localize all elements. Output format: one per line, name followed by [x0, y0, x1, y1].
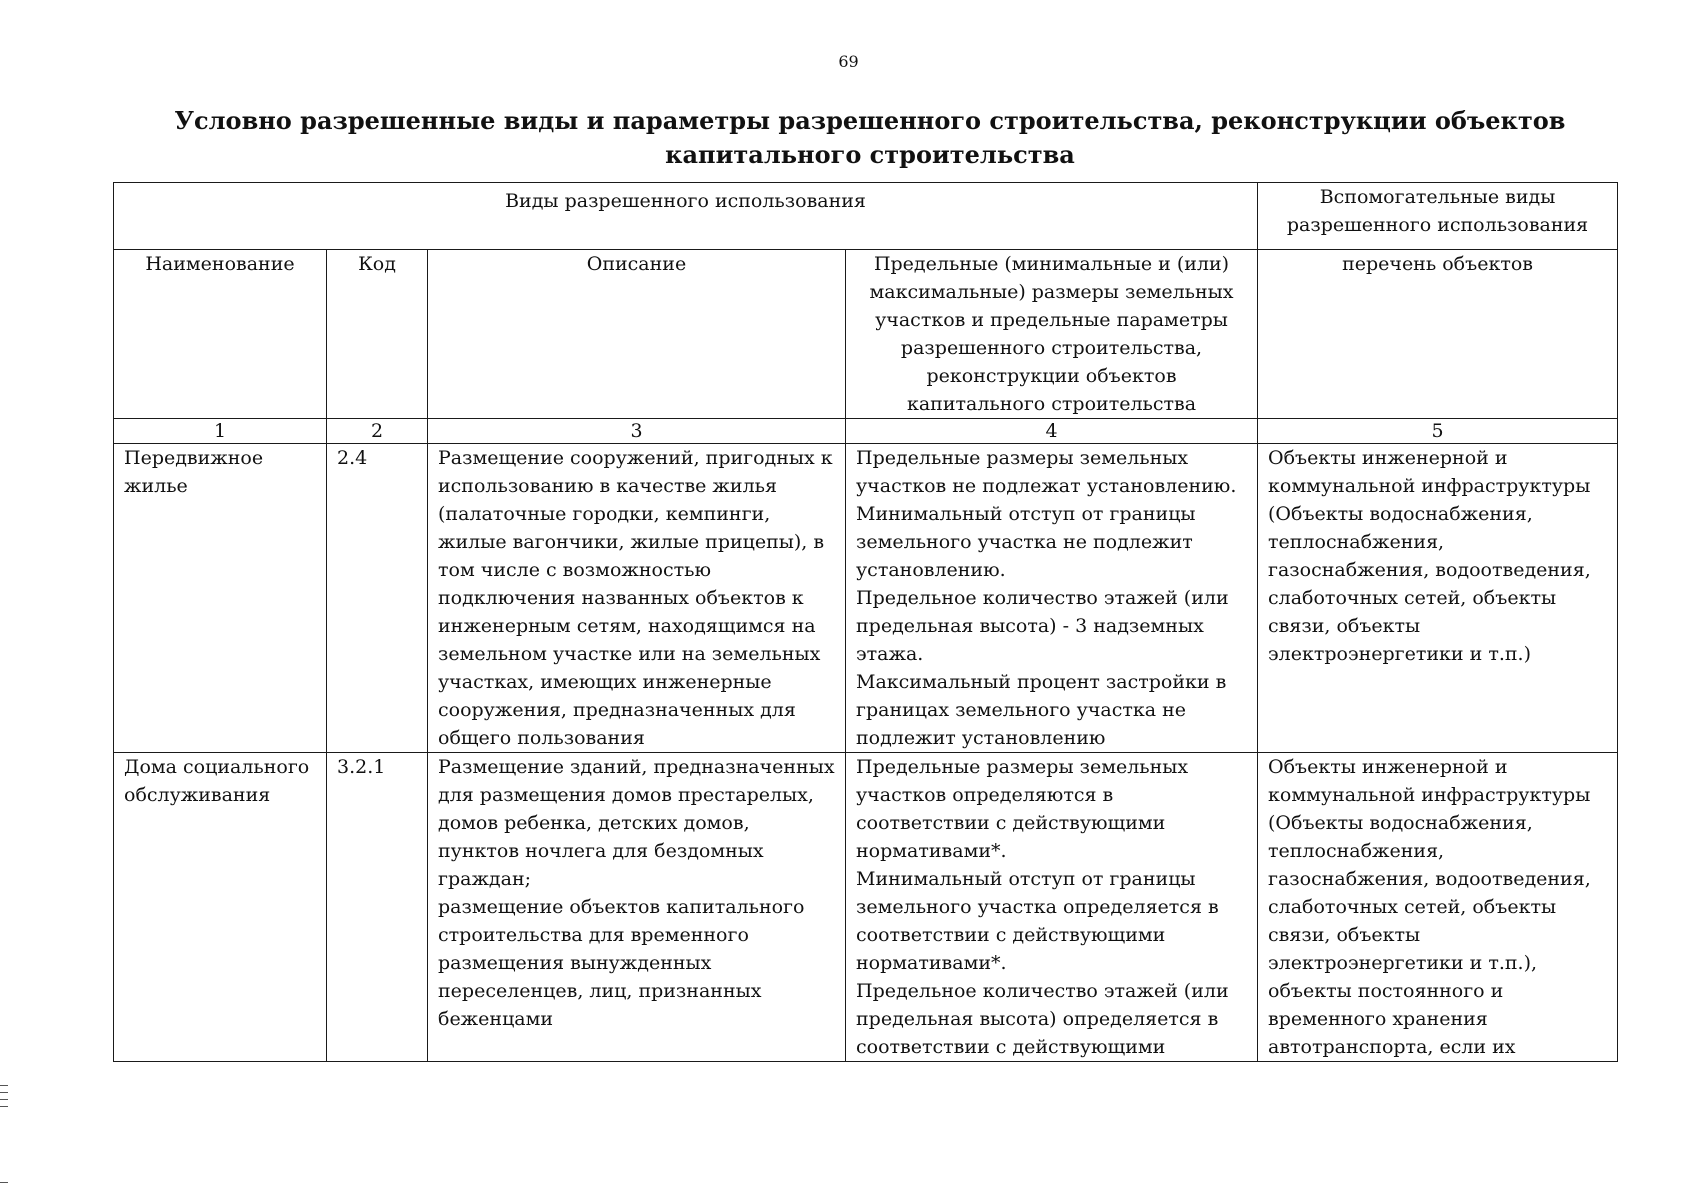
row-code: 2.4: [327, 444, 428, 753]
row-name: Передвижное жилье: [114, 444, 327, 753]
row-description: Размещение зданий, предназначенных для размещения домов престарелых, домов ребенка, детских домов, пунктов ночлега для бездомных граждан; размещение объектов капитального строительства для временного размещения вынужденных переселенцев, лиц, признанных беженцами: [428, 753, 846, 1062]
table-row: [114, 444, 1618, 753]
column-header-objects-list: перечень объектов: [1258, 250, 1618, 419]
group-header-permitted-uses: Виды разрешенного использования: [114, 183, 1258, 250]
row-name: Дома социального обслуживания: [114, 753, 327, 1062]
row-auxiliary-objects: Объекты инженерной и коммунальной инфраструктуры (Объекты водоснабжения, теплоснабжения, газоснабжения, водоотведения, слаботочных сетей, объекты связи, объекты электроэнергетики и т.п.), объекты постоянного и временного хранения автотранспорта, если их: [1258, 753, 1618, 1062]
column-header-name: Наименование: [114, 250, 327, 419]
row-limits: Предельные размеры земельных участков определяются в соответствии с действующими нормативами*. Минимальный отступ от границы земельного участка определяется в соответствии с действующими нормативами*. Предельное количество этажей (или предельная высота) определяется в соответствии с действующими: [846, 753, 1258, 1062]
row-limits: Предельные размеры земельных участков не подлежат установлению. Минимальный отступ от границы земельного участка не подлежит установлению. Предельное количество этажей (или предельная высота) - 3 надземных этажа. Максимальный процент застройки в границах земельного участка не подлежит установлению: [846, 444, 1258, 753]
column-header-limits: Предельные (минимальные и (или) максимальные) размеры земельных участков и предельные параметры разрешенного строительства, реконструкции объектов капитального строительства: [846, 250, 1258, 419]
page-title: Условно разрешенные виды и параметры разрешенного строительства, реконструкции объектов капитального строительства: [174, 106, 1566, 169]
row-description: Размещение сооружений, пригодных к использованию в качестве жилья (палаточные городки, кемпинги, жилые вагончики, жилые прицепы), в том числе с возможностью подключения названных объектов к инженерным сетям, находящимся на земельном участке или на земельных участках, имеющих инженерные сооружения, предназначенных для общего пользования: [428, 444, 846, 753]
column-number: 3: [428, 419, 846, 444]
table-row: [114, 753, 1618, 1062]
row-code: 3.2.1: [327, 753, 428, 1062]
column-number: 5: [1258, 419, 1618, 444]
table-group-header-row: [114, 183, 1618, 250]
row-auxiliary-objects: Объекты инженерной и коммунальной инфраструктуры (Объекты водоснабжения, теплоснабжения, газоснабжения, водоотведения, слаботочных сетей, объекты связи, объекты электроэнергетики и т.п.): [1258, 444, 1618, 753]
column-header-code: Код: [327, 250, 428, 419]
column-number: 4: [846, 419, 1258, 444]
table-column-header-row: [114, 250, 1618, 419]
column-header-description: Описание: [428, 250, 846, 419]
group-header-auxiliary-uses: Вспомогательные виды разрешенного использования: [1258, 183, 1618, 250]
permitted-uses-table: [113, 182, 1618, 1062]
page-number: 69: [838, 52, 859, 71]
column-number-row: [114, 419, 1618, 444]
column-number: 1: [114, 419, 327, 444]
column-number: 2: [327, 419, 428, 444]
